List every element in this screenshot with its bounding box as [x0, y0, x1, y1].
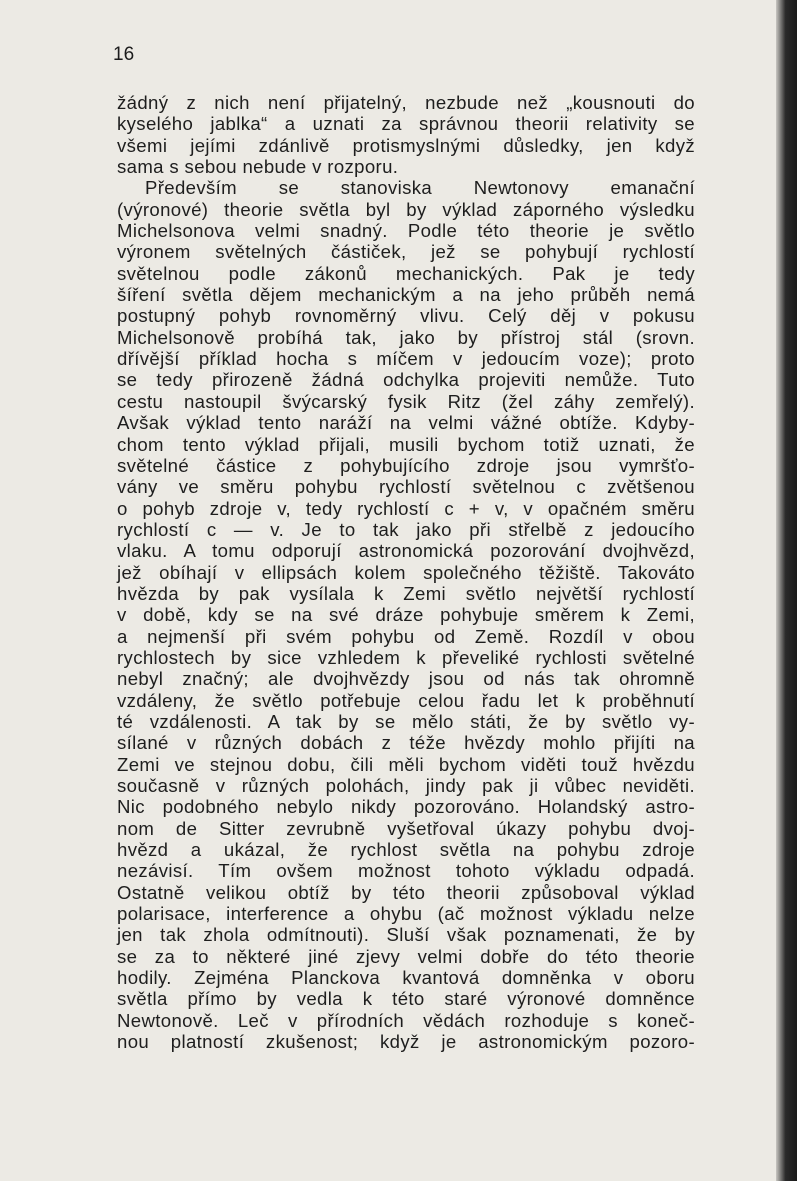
text-line: jež obíhají v ellipsách kolem společného těžiště. Takováto [117, 561, 695, 583]
text-line: nebyl značný; ale dvojhvězdy jsou od nás tak ohromně [117, 668, 695, 690]
text-line: vány ve směru pohybu rychlostí světelnou c zvětšenou [117, 476, 695, 498]
text-line: šíření světla dějem mechanickým a na jeho průběh nemá [117, 284, 695, 306]
text-line: světelnou podle zákonů mechanických. Pak je tedy [117, 262, 695, 284]
text-line: vzdáleny, že světlo potřebuje celou řadu let k proběhnutí [117, 689, 695, 711]
text-line: nou platností zkušenost; když je astronomickým pozoro- [117, 1031, 695, 1053]
text-line: světla přímo by vedla k této staré výronové domněnce [117, 988, 695, 1010]
text-line: rychlostí c — v. Je to tak jako při střelbě z jedoucího [117, 518, 695, 540]
text-line: nom de Sitter zevrubně vyšetřoval úkazy pohybu dvoj- [117, 817, 695, 839]
text-line: Především se stanoviska Newtonovy emanační [145, 177, 695, 199]
text-line: všemi jejími zdánlivě protismyslnými důsledky, jen když [117, 134, 695, 156]
body-text [117, 92, 695, 1052]
text-line: (výronové) theorie světla byl by výklad záporného výsledku [117, 198, 695, 220]
text-line: se za to některé jiné zjevy velmi dobře do této theorie [117, 945, 695, 967]
text-line: Ostatně velikou obtíž by této theorii způsoboval výklad [117, 881, 695, 903]
text-line: dřívější příklad hocha s míčem v jedoucím voze); proto [117, 348, 695, 370]
text-line: jen tak zhola odmítnouti). Sluší však poznamenati, že by [117, 924, 695, 946]
text-line: té vzdálenosti. A tak by se mělo státi, že by světlo vy- [117, 710, 695, 732]
text-line: žádný z nich není přijatelný, nezbude než „kousnouti do [117, 92, 695, 113]
text-line: se tedy přirozeně žádná odchylka projeviti nemůže. Tuto [117, 369, 695, 391]
text-line: Nic podobného nebylo nikdy pozorováno. Holandský astro- [117, 796, 695, 818]
text-line: cestu nastoupil švýcarský fysik Ritz (žel záhy zemřelý). [117, 390, 695, 412]
text-line: v době, kdy se na své dráze pohybuje směrem k Zemi, [117, 604, 695, 626]
text-line: světelné částice z pohybujícího zdroje jsou vymršťo- [117, 454, 695, 476]
text-line: hodily. Zejména Planckova kvantová domněnka v oboru [117, 967, 695, 989]
text-line: výronem světelných částiček, jež se pohybují rychlostí [117, 241, 695, 263]
text-line: nezávisí. Tím ovšem možnost tohoto výkladu odpadá. [117, 860, 695, 882]
text-line: Newtonově. Leč v přírodních vědách rozhoduje s koneč- [117, 1009, 695, 1031]
page-number: 16 [113, 44, 135, 65]
text-line: sama s sebou nebude v rozporu. [117, 156, 399, 178]
text-line: Avšak výklad tento naráží na velmi vážné obtíže. Kdyby- [117, 412, 695, 434]
text-line: kyselého jablka“ a uznati za správnou theorii relativity se [117, 113, 695, 135]
book-spine-shadow [776, 0, 797, 1181]
text-line: hvězda by pak vysílala k Zemi světlo největší rychlostí [117, 582, 695, 604]
text-line: chom tento výklad přijali, musili bychom totiž uznati, že [117, 433, 695, 455]
text-line: sílané v různých dobách z téže hvězdy mohlo přijíti na [117, 732, 695, 754]
text-line: Zemi ve stejnou dobu, čili měli bychom viděti touž hvězdu [117, 753, 695, 775]
text-line: postupný pohyb rovnoměrný vlivu. Celý děj v pokusu [117, 305, 695, 327]
text-line: současně v různých polohách, jindy pak ji vůbec neviděti. [117, 775, 695, 796]
text-line: o pohyb zdroje v, tedy rychlostí c + v, v opačném směru [117, 497, 695, 519]
text-line: a nejmenší při svém pohybu od Země. Rozdíl v obou [117, 625, 695, 647]
text-line: polarisace, interference a ohybu (ač možnost výkladu nelze [117, 903, 695, 925]
text-line: vlaku. A tomu odporují astronomická pozorování dvojhvězd, [117, 540, 695, 562]
text-line: Michelsonově probíhá tak, jako by přístroj stál (srovn. [117, 326, 695, 348]
text-line: rychlostech by sice vzhledem k převeliké rychlosti světelné [117, 646, 695, 668]
text-line: hvězd a ukázal, že rychlost světla na pohybu zdroje [117, 839, 695, 861]
text-line: Michelsonova velmi snadný. Podle této theorie je světlo [117, 220, 695, 242]
